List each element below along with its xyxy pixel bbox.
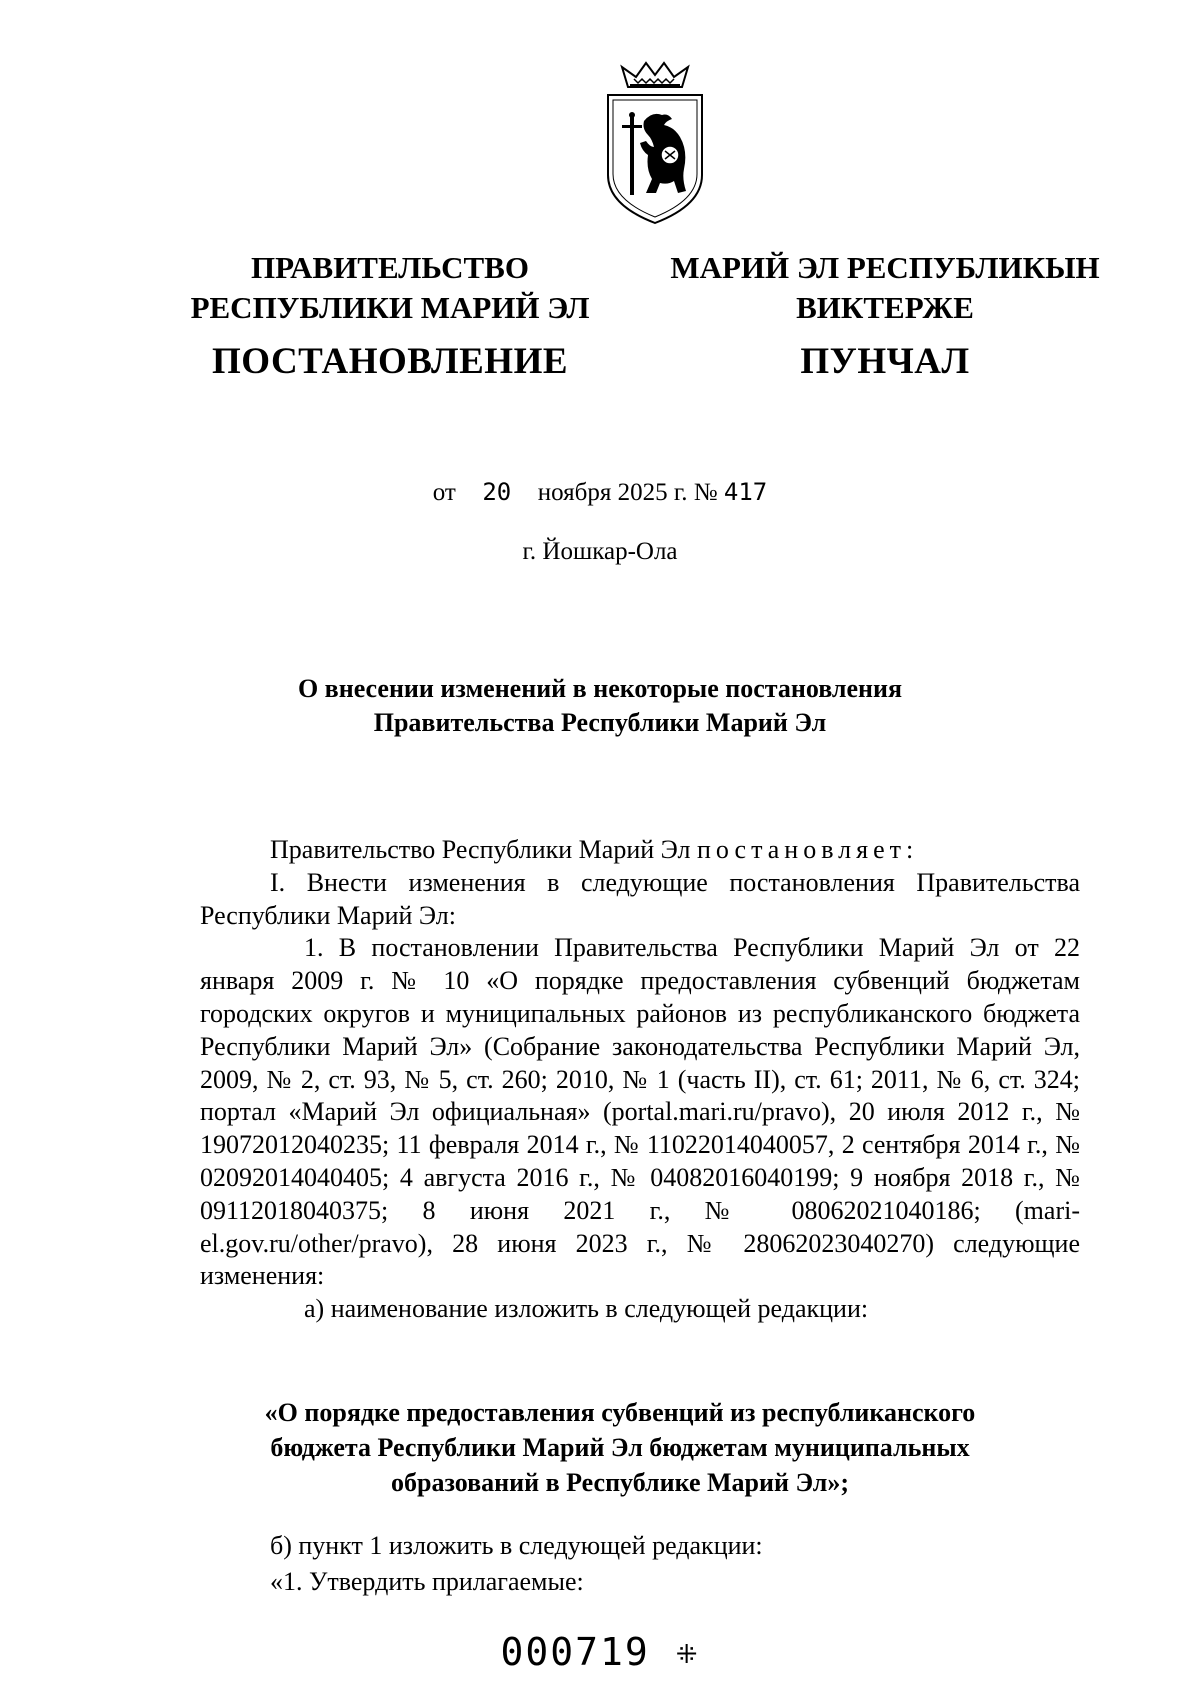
serial-mark: ⁜ xyxy=(675,1639,700,1670)
org-name-line-2: РЕСПУБЛИКИ МАРИЙ ЭЛ xyxy=(190,290,590,325)
quote-line-1: «О порядке предоставления субвенций из республиканского xyxy=(264,1398,976,1427)
date-month-year: ноября 2025 г. № xyxy=(537,479,718,506)
tail-paragraphs xyxy=(270,1528,1070,1600)
date-prefix: от xyxy=(432,479,456,506)
intro-paragraph xyxy=(200,834,1080,867)
date-line xyxy=(0,478,1200,507)
city: г. Йошкар-Ола xyxy=(522,538,678,565)
paragraph-3: а) наименование изложить в следующей редакции: xyxy=(304,1294,869,1324)
title-line-1: О внесении изменений в некоторые постановления xyxy=(297,674,903,703)
header-left xyxy=(190,248,590,384)
doc-number: 417 xyxy=(723,478,768,506)
title-line-2: Правительства Республики Марий Эл xyxy=(373,708,827,737)
doc-type-mari: ПУНЧАЛ xyxy=(800,341,970,382)
document-title xyxy=(200,672,1000,740)
quote-line-2: бюджета Республики Марий Эл бюджетам муниципальных xyxy=(270,1433,970,1462)
serial-number xyxy=(0,1630,1200,1674)
doc-type: ПОСТАНОВЛЕНИЕ xyxy=(211,341,569,382)
paragraph-2: 1. В постановлении Правительства Республики Марий Эл от 22 января 2009 г. № 10 «О порядке предоставления субвенций бюджетам городских округов и муниципальных районов из республиканского бюджета Республики Марий Эл» (Собрание законодательства Республики Марий Эл, 2009, № 2, ст. 93, № 5, ст. 260; 2010, № 1 (часть II), ст. 61; 2011, № 6, ст. 324; портал «Марий Эл официальная» (portal.mari.ru/pravo), 20 июля 2012 г., № 19072012040235; 11 февраля 2014 г., № 11022014040057, 2 сентября 2014 г., № 02092014040405; 4 августа 2016 г., № 04082016040199; 9 ноября 2018 г., № 09112018040375; 8 июня 2021 г., № 08062021040186; (mari-el.gov.ru/other/pravo), 28 июня 2023 г., № 28062023040270) следующие изменения: xyxy=(200,933,1080,1291)
paragraph-quote-start: «1. Утвердить прилагаемые: xyxy=(270,1567,584,1596)
serial-digits: 000719 xyxy=(500,1630,650,1674)
coat-of-arms-icon xyxy=(600,55,710,230)
org-name-mari-line-2: ВИКТЕРЖЕ xyxy=(796,290,974,325)
org-name-mari-line-1: МАРИЙ ЭЛ РЕСПУБЛИКЫН xyxy=(670,250,1100,285)
intro-resolves: постановляет: xyxy=(696,835,919,864)
quote-line-3: образований в Республике Марий Эл»; xyxy=(391,1468,849,1497)
intro-text: Правительство Республики Марий Эл xyxy=(270,835,697,864)
paragraph-b: б) пункт 1 изложить в следующей редакции: xyxy=(270,1531,763,1560)
header-right xyxy=(670,248,1100,384)
date-day: 20 xyxy=(482,478,512,506)
org-name-line-1: ПРАВИТЕЛЬСТВО xyxy=(251,250,529,285)
document-body xyxy=(200,834,1080,1326)
new-title-quote xyxy=(220,1395,1020,1500)
paragraph-1: I. Внести изменения в следующие постановления Правительства Республики Марий Эл: xyxy=(200,867,1080,930)
